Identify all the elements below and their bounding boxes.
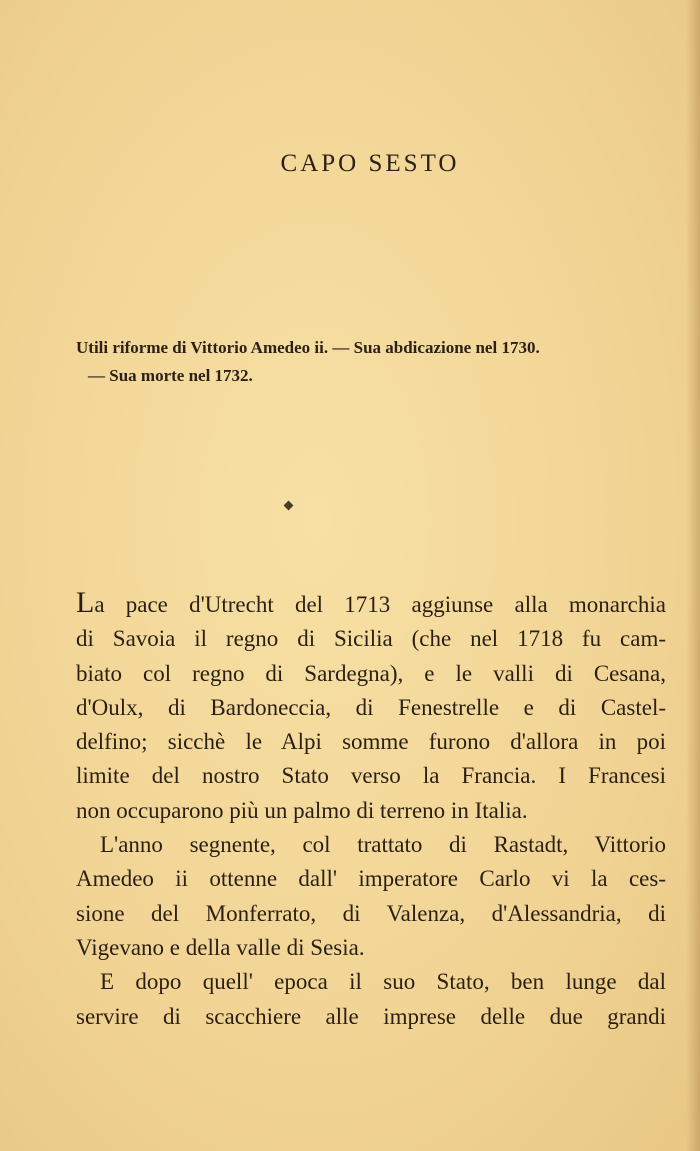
- ornament-diamond-icon: [284, 501, 294, 511]
- paragraph-2-line-3: sione del Monferrato, di Valenza, d'Alessandria, di: [76, 900, 666, 926]
- paragraph-1-line-6: limite del nostro Stato verso la Francia. I Francesi: [76, 763, 666, 789]
- paragraph-2-line-4: Vigevano e della valle di Sesia.: [76, 934, 365, 960]
- paragraph-1-line-2: di Savoia il regno di Sicilia (che nel 1718 fu cam-: [76, 626, 666, 652]
- paragraph-1-line-1-text: a pace d'Utrecht del 1713 aggiunse alla monarchia: [94, 592, 666, 617]
- drop-cap: L: [76, 586, 95, 619]
- paragraph-2-line-2: Amedeo ii ottenne dall' imperatore Carlo vi la ces-: [76, 866, 666, 892]
- paragraph-1-line-5: delfino; sicchè le Alpi somme furono d'allora in poi: [76, 729, 666, 755]
- paragraph-1-line-7: non occuparono più un palmo di terreno in Italia.: [76, 797, 528, 823]
- summary-line-2: — Sua morte nel 1732.: [88, 366, 253, 385]
- paragraph-1-line-4: d'Oulx, di Bardoneccia, di Fenestrelle e di Castel-: [76, 694, 666, 720]
- summary-line-1: Utili riforme di Vittorio Amedeo ii. — Sua abdicazione nel 1730.: [76, 338, 540, 357]
- paragraph-3-line-1: E dopo quell' epoca il suo Stato, ben lunge dal: [100, 969, 666, 995]
- chapter-summary: [76, 334, 666, 390]
- body-text: [76, 586, 666, 1034]
- paragraph-1-line-1: [76, 586, 666, 622]
- paragraph-1-line-3: biato col regno di Sardegna), e le valli di Cesana,: [76, 660, 666, 686]
- chapter-title: CAPO SESTO: [280, 150, 460, 177]
- paragraph-2-line-1: L'anno segnente, col trattato di Rastadt, Vittorio: [100, 832, 666, 858]
- paragraph-3-line-2: servire di scacchiere alle imprese delle due grandi: [76, 1003, 666, 1029]
